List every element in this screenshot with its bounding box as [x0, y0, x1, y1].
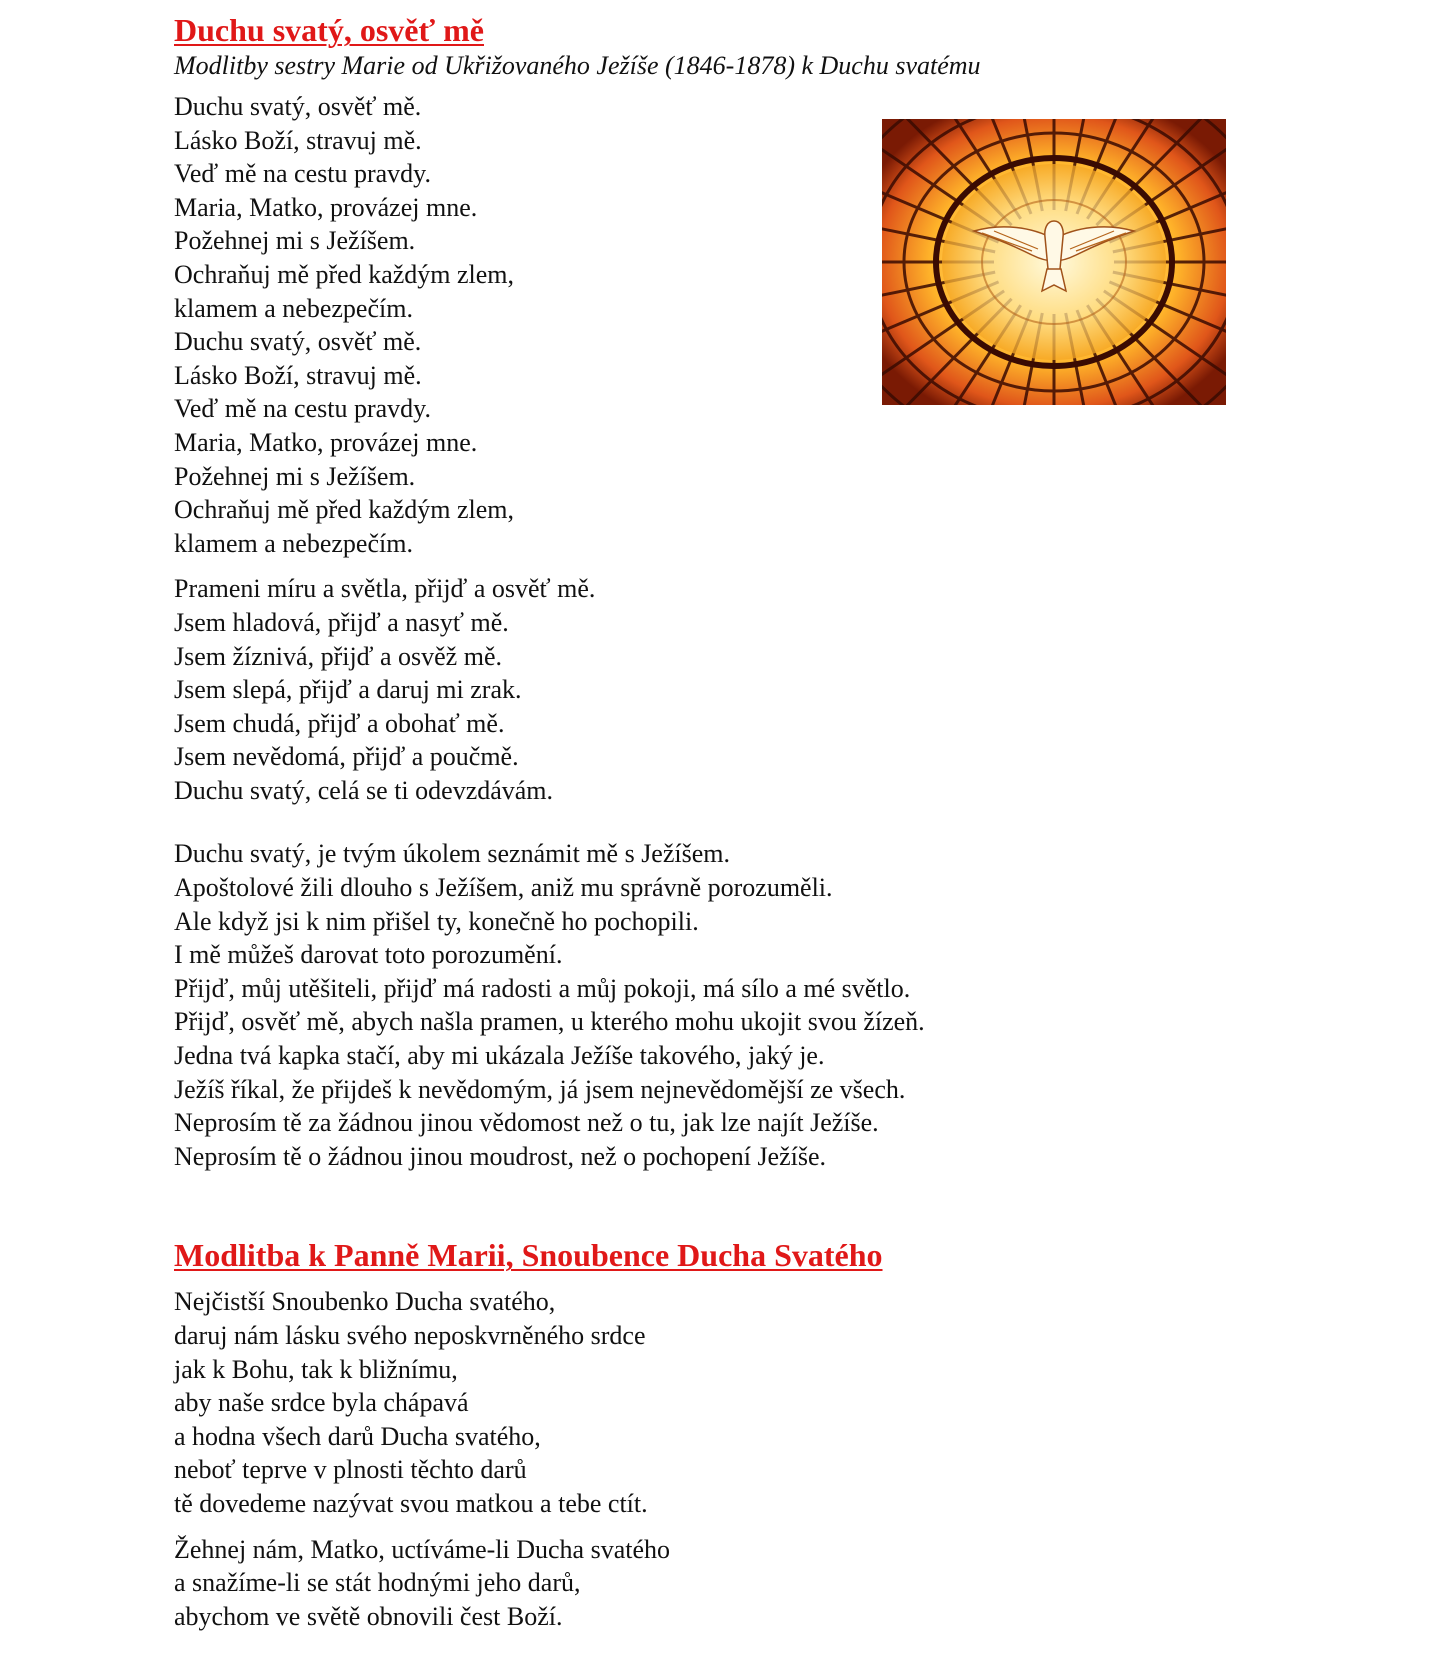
text-line: Jsem žíznivá, přijď a osvěž mě. [174, 641, 502, 671]
stanza [174, 837, 1274, 1173]
text-line: Neprosím tě za žádnou jinou vědomost než o tu, jak lze najít Ježíše. [174, 1108, 879, 1138]
text-line: I mě můžeš darovat toto porozumění. [174, 940, 563, 970]
text-line: klamem a nebezpečím. [174, 528, 413, 558]
text-line: Ochraňuj mě před každým zlem, [174, 259, 515, 289]
text-line: Duchu svatý, celá se ti odevzdávám. [174, 775, 554, 805]
text-line: Apoštolové žili dlouho s Ježíšem, aniž mu správně porozuměli. [174, 873, 833, 903]
text-line: Žehnej nám, Matko, uctíváme-li Ducha svatého [174, 1534, 671, 1564]
text-line: Duchu svatý, osvěť mě. [174, 327, 422, 357]
text-line: Veď mě na cestu pravdy. [174, 159, 431, 189]
section1-title: Duchu svatý, osvěť mě [174, 12, 484, 48]
section1-subtitle: Modlitby sestry Marie od Ukřižovaného Ježíše (1846-1878) k Duchu svatému [174, 51, 981, 80]
text-line: Přijď, osvěť mě, abych našla pramen, u kterého mohu ukojit svou žízeň. [174, 1007, 925, 1037]
text-line: Veď mě na cestu pravdy. [174, 394, 431, 424]
text-line: aby naše srdce byla chápavá [174, 1388, 469, 1418]
text-line: Jedna tvá kapka stačí, aby mi ukázala Ježíše takového, jaký je. [174, 1041, 825, 1071]
holy-spirit-dove-icon [882, 119, 1226, 405]
text-line: Duchu svatý, osvěť mě. [174, 92, 422, 121]
text-line: Maria, Matko, provázej mne. [174, 192, 478, 222]
text-line: Jsem slepá, přijď a daruj mi zrak. [174, 675, 522, 705]
text-line: Požehnej mi s Ježíšem. [174, 461, 416, 491]
section2-title: Modlitba k Panně Marii, Snoubence Ducha Svatého [174, 1237, 883, 1274]
text-line: Prameni míru a světla, přijď a osvěť mě. [174, 574, 596, 604]
text-line: Lásko Boží, stravuj mě. [174, 125, 422, 155]
text-line: a snažíme-li se stát hodnými jeho darů, [174, 1568, 581, 1598]
text-line: klamem a nebezpečím. [174, 293, 413, 323]
text-line: Ale když jsi k nim přišel ty, konečně ho pochopili. [174, 906, 699, 936]
text-line: Ochraňuj mě před každým zlem, [174, 495, 515, 525]
text-line: Požehnej mi s Ježíšem. [174, 226, 416, 256]
text-line: Přijď, můj utěšiteli, přijď má radosti a můj pokoji, má sílo a mé světlo. [174, 973, 911, 1003]
text-line: Lásko Boží, stravuj mě. [174, 360, 422, 390]
text-line: Ježíš říkal, že přijdeš k nevědomým, já jsem nejnevědomější ze všech. [174, 1074, 906, 1104]
text-line: Jsem hladová, přijď a nasyť mě. [174, 607, 509, 637]
text-line: Jsem nevědomá, přijď a poučmě. [174, 742, 519, 772]
text-line: daruj nám lásku svého neposkvrněného srdce [174, 1321, 646, 1350]
text-line: Maria, Matko, provázej mne. [174, 427, 478, 457]
stanza [174, 1533, 1274, 1634]
stanza [174, 1285, 1274, 1520]
text-line: a hodna všech darů Ducha svatého, [174, 1421, 541, 1451]
text-line: Jsem chudá, přijď a obohať mě. [174, 708, 505, 738]
stanza [174, 572, 1274, 807]
text-line: Nejčistší Snoubenko Ducha svatého, [174, 1287, 556, 1317]
text-line: Neprosím tě o žádnou jinou moudrost, než o pochopení Ježíše. [174, 1141, 827, 1171]
text-line: Duchu svatý, je tvým úkolem seznámit mě s Ježíšem. [174, 839, 730, 869]
text-line: neboť teprve v plnosti těchto darů [174, 1455, 527, 1485]
text-line: jak k Bohu, tak k bližnímu, [174, 1354, 458, 1384]
text-line: tě dovedeme nazývat svou matkou a tebe ctít. [174, 1488, 648, 1518]
text-line: abychom ve světě obnovili čest Boží. [174, 1601, 563, 1631]
